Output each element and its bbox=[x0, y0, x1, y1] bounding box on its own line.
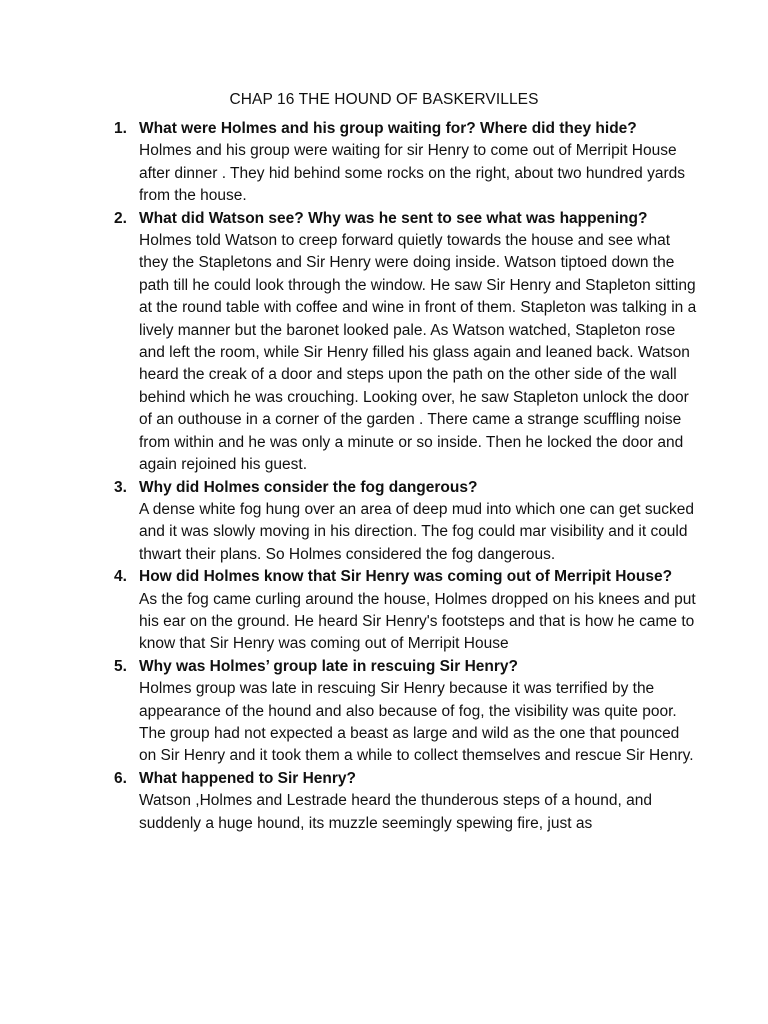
question-text: What were Holmes and his group waiting for? Where did they hide? bbox=[139, 120, 637, 137]
list-item bbox=[0, 768, 768, 835]
list-item bbox=[0, 208, 768, 477]
item-number: 4. bbox=[114, 568, 127, 586]
page-title: CHAP 16 THE HOUND OF BASKERVILLES bbox=[229, 91, 539, 108]
question-text: Why did Holmes consider the fog dangerous? bbox=[139, 478, 478, 496]
list-item bbox=[0, 477, 768, 567]
answer-text: A dense white fog hung over an area of deep mud into which one can get sucked and it was slowly moving in his direction. The fog could mar visibility and it could thwart their plans. So Holmes considered the fog dangerous. bbox=[139, 500, 694, 563]
item-number: 1. bbox=[114, 120, 127, 137]
question-text: Why was Holmes’ group late in rescuing Sir Henry? bbox=[139, 657, 518, 675]
list-item bbox=[0, 656, 768, 768]
answer-text: Holmes and his group were waiting for sir Henry to come out of Merripit House after dinner . They hid behind some rocks on the right, about two hundred yards from the house. bbox=[139, 142, 685, 205]
answer-text: Holmes group was late in rescuing Sir Henry because it was terrified by the appearance of the hound and also because of fog, the visibility was quite poor. The group had not expected a beast as large and wild as the one that pounced on Sir Henry and it took them a while to collect themselves and rescue Sir Henry. bbox=[139, 680, 694, 765]
item-number: 5. bbox=[114, 657, 127, 675]
item-number: 2. bbox=[114, 209, 127, 227]
question-text: How did Holmes know that Sir Henry was coming out of Merripit House? bbox=[139, 568, 673, 586]
list-item bbox=[0, 118, 768, 208]
question-list bbox=[0, 118, 768, 835]
item-number: 3. bbox=[114, 478, 127, 496]
answer-text: As the fog came curling around the house, Holmes dropped on his knees and put his ear on the ground. He heard Sir Henry's footsteps and that is how he came to know that Sir Henry was coming out of Merripit House bbox=[139, 590, 696, 653]
question-text: What did Watson see? Why was he sent to see what was happening? bbox=[139, 209, 648, 227]
question-text: What happened to Sir Henry? bbox=[139, 769, 357, 787]
answer-text: Watson ,Holmes and Lestrade heard the thunderous steps of a hound, and suddenly a huge hound, its muzzle seemingly spewing fire, just as bbox=[139, 792, 652, 832]
answer-text: Holmes told Watson to creep forward quietly towards the house and see what they the Stapletons and Sir Henry were doing inside. Watson tiptoed down the path till he could look through the window. He saw Sir Henry and Stapleton sitting at the round table with coffee and wine in front of them. Stapleton was talking in a lively manner but the baronet looked pale. As Watson watched, Stapleton rose and left the room, while Sir Henry filled his glass again and leaned back. Watson heard the creak of a door and steps upon the path on the other side of the wall behind which he was crouching. Looking over, he saw Stapleton unlock the door of an outhouse in a corner of the garden . There came a strange scuffling noise from within and he was only a minute or so inside. Then he locked the door and again rejoined his guest. bbox=[139, 232, 697, 474]
list-item bbox=[0, 566, 768, 656]
item-number: 6. bbox=[114, 769, 127, 787]
